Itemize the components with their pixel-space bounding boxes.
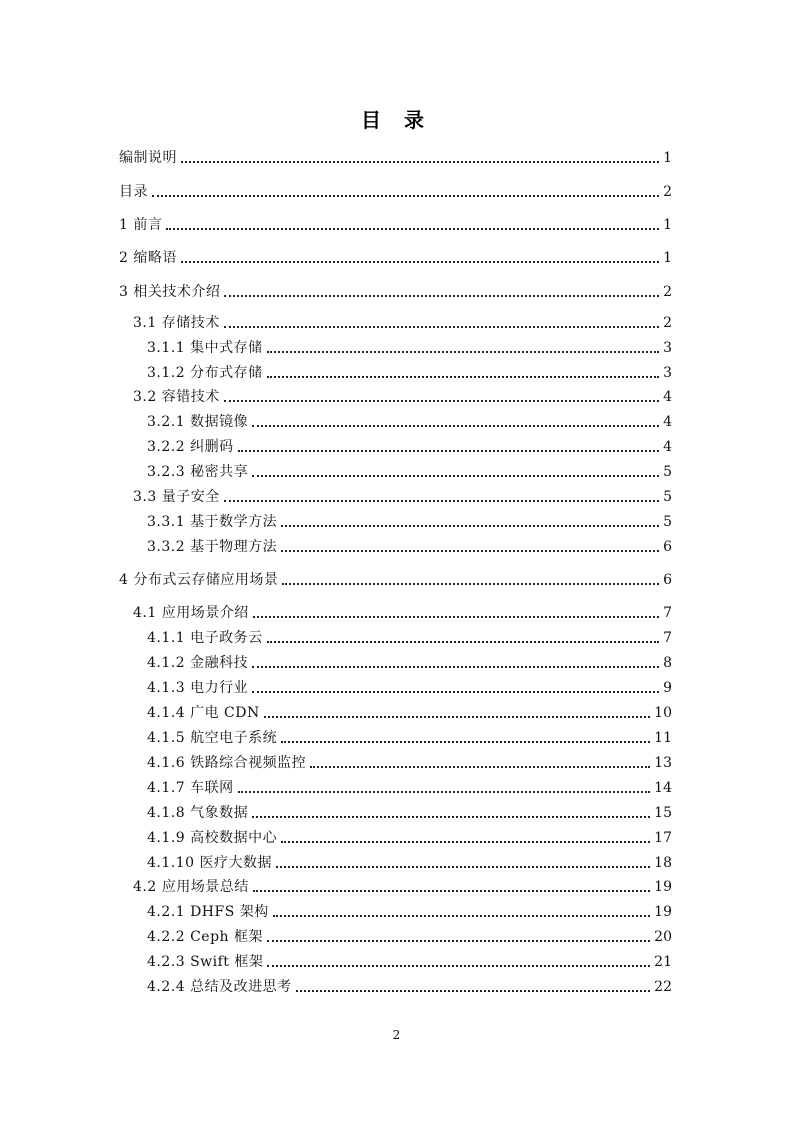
toc-entry[interactable] bbox=[147, 952, 672, 972]
toc-entry-label: 4.1.10 医疗大数据 bbox=[147, 855, 272, 871]
toc-entry-page: 10 bbox=[654, 705, 672, 721]
toc-entry[interactable] bbox=[133, 313, 672, 333]
toc-entry-page: 1 bbox=[663, 250, 672, 266]
toc-dot-leader bbox=[252, 666, 659, 668]
toc-entry-label: 3.3.2 基于物理方法 bbox=[147, 539, 278, 555]
toc-dot-leader bbox=[296, 990, 651, 992]
toc-entry-label: 1 前言 bbox=[119, 217, 163, 233]
toc-entry-page: 2 bbox=[663, 184, 672, 200]
toc-entry[interactable] bbox=[147, 902, 672, 922]
toc-entry-label: 4.1.7 车联网 bbox=[147, 780, 234, 796]
toc-entry-label: 3.3 量子安全 bbox=[133, 489, 220, 505]
toc-entry-label: 3.1 存储技术 bbox=[133, 315, 220, 331]
toc-entry[interactable] bbox=[133, 487, 672, 507]
toc-entry-page: 11 bbox=[654, 730, 672, 746]
toc-entry-page: 18 bbox=[654, 855, 672, 871]
toc-entry-label: 4.1.1 电子政务云 bbox=[147, 630, 263, 646]
toc-dot-leader bbox=[224, 295, 659, 297]
toc-entry[interactable] bbox=[147, 437, 672, 457]
toc-entry[interactable] bbox=[147, 363, 672, 383]
toc-dot-leader bbox=[281, 550, 659, 552]
toc-dot-leader bbox=[267, 940, 650, 942]
toc-entry-label: 4.1.3 电力行业 bbox=[147, 680, 249, 696]
toc-dot-leader bbox=[166, 228, 659, 230]
toc-entry-page: 13 bbox=[654, 755, 672, 771]
toc-entry[interactable] bbox=[133, 877, 672, 897]
toc-entry[interactable] bbox=[147, 728, 672, 748]
toc-entry-page: 22 bbox=[654, 979, 672, 995]
page-title: 目 录 bbox=[361, 108, 432, 132]
toc-entry[interactable] bbox=[147, 412, 672, 432]
toc-entry-label: 编制说明 bbox=[119, 150, 177, 166]
toc-dot-leader bbox=[181, 261, 659, 263]
toc-dot-leader bbox=[238, 791, 651, 793]
toc-entry-page: 4 bbox=[663, 389, 672, 405]
toc-entry-page: 5 bbox=[663, 489, 672, 505]
toc-entry[interactable] bbox=[147, 512, 672, 532]
toc-entry-label: 3.3.1 基于数学方法 bbox=[147, 514, 278, 530]
toc-entry[interactable] bbox=[147, 462, 672, 482]
toc-entry-page: 3 bbox=[663, 340, 672, 356]
toc-entry[interactable] bbox=[119, 282, 672, 302]
toc-entry[interactable] bbox=[119, 148, 672, 168]
toc-entry[interactable] bbox=[147, 778, 672, 798]
toc-dot-leader bbox=[152, 195, 659, 197]
toc-entry[interactable] bbox=[147, 628, 672, 648]
toc-dot-leader bbox=[264, 716, 650, 718]
toc-entry-page: 6 bbox=[663, 572, 672, 588]
toc-entry-page: 9 bbox=[663, 680, 672, 696]
toc-entry-page: 6 bbox=[663, 539, 672, 555]
toc-entry-label: 3.1.2 分布式存储 bbox=[147, 365, 263, 381]
toc-entry-label: 4.2.3 Swift 框架 bbox=[147, 954, 264, 970]
page-number: 2 bbox=[392, 1028, 401, 1042]
toc-entry[interactable] bbox=[147, 753, 672, 773]
toc-entry[interactable] bbox=[147, 703, 672, 723]
toc-entry-label: 3 相关技术介绍 bbox=[119, 284, 221, 300]
toc-entry-label: 4.2.4 总结及改进思考 bbox=[147, 979, 292, 995]
toc-entry-label: 4.1.9 高校数据中心 bbox=[147, 830, 278, 846]
toc-entry-label: 3.1.1 集中式存储 bbox=[147, 340, 263, 356]
toc-entry-label: 3.2.2 纠删码 bbox=[147, 439, 234, 455]
toc-dot-leader bbox=[282, 583, 659, 585]
toc-entry[interactable] bbox=[147, 927, 672, 947]
toc-entry-page: 3 bbox=[663, 365, 672, 381]
toc-entry-page: 5 bbox=[663, 514, 672, 530]
toc-dot-leader bbox=[252, 475, 659, 477]
toc-entry-page: 1 bbox=[663, 150, 672, 166]
toc-dot-leader bbox=[273, 915, 650, 917]
toc-entry[interactable] bbox=[133, 387, 672, 407]
toc-entry[interactable] bbox=[147, 653, 672, 673]
toc-entry-page: 7 bbox=[663, 605, 672, 621]
toc-dot-leader bbox=[181, 161, 659, 163]
toc-entry-page: 7 bbox=[663, 630, 672, 646]
toc-entry-page: 19 bbox=[654, 879, 672, 895]
toc-entry[interactable] bbox=[147, 853, 672, 873]
toc-entry[interactable] bbox=[147, 828, 672, 848]
toc-dot-leader bbox=[252, 691, 659, 693]
toc-dot-leader bbox=[276, 866, 650, 868]
toc-entry-label: 3.2 容错技术 bbox=[133, 389, 220, 405]
toc-entry[interactable] bbox=[119, 215, 672, 235]
toc-dot-leader bbox=[281, 841, 650, 843]
toc-entry[interactable] bbox=[147, 803, 672, 823]
toc-dot-leader bbox=[267, 376, 660, 378]
toc-entry-page: 19 bbox=[654, 904, 672, 920]
toc-entry-label: 4.1 应用场景介绍 bbox=[133, 605, 249, 621]
toc-dot-leader bbox=[253, 616, 659, 618]
toc-entry[interactable] bbox=[119, 248, 672, 268]
toc-entry-page: 4 bbox=[663, 439, 672, 455]
toc-entry-label: 4.1.2 金融科技 bbox=[147, 655, 249, 671]
toc-entry-page: 17 bbox=[654, 830, 672, 846]
toc-dot-leader bbox=[267, 965, 650, 967]
toc-entry[interactable] bbox=[133, 603, 672, 623]
toc-entry-page: 2 bbox=[663, 315, 672, 331]
toc-entry-page: 5 bbox=[663, 464, 672, 480]
toc-dot-leader bbox=[267, 641, 660, 643]
toc-entry[interactable] bbox=[119, 570, 672, 590]
toc-dot-leader bbox=[267, 351, 660, 353]
toc-entry[interactable] bbox=[147, 537, 672, 557]
toc-entry-label: 3.2.1 数据镜像 bbox=[147, 414, 249, 430]
toc-dot-leader bbox=[252, 816, 650, 818]
toc-entry-page: 20 bbox=[654, 929, 672, 945]
toc-entry-page: 15 bbox=[654, 805, 672, 821]
toc-entry-page: 14 bbox=[654, 780, 672, 796]
toc-entry-label: 4.1.5 航空电子系统 bbox=[147, 730, 278, 746]
toc-entry-label: 3.2.3 秘密共享 bbox=[147, 464, 249, 480]
toc-entry-label: 4.1.4 广电 CDN bbox=[147, 705, 260, 721]
toc-entry[interactable] bbox=[147, 678, 672, 698]
toc-entry-label: 2 缩略语 bbox=[119, 250, 177, 266]
toc-dot-leader bbox=[224, 326, 659, 328]
toc-dot-leader bbox=[310, 766, 650, 768]
toc-dot-leader bbox=[281, 741, 650, 743]
toc-entry-page: 1 bbox=[663, 217, 672, 233]
toc-entry-label: 目录 bbox=[119, 184, 148, 200]
toc-entry[interactable] bbox=[119, 182, 672, 202]
toc-entry-label: 4 分布式云存储应用场景 bbox=[119, 572, 279, 588]
toc-entry-page: 8 bbox=[663, 655, 672, 671]
toc-dot-leader bbox=[281, 525, 659, 527]
toc-entry-label: 4.1.6 铁路综合视频监控 bbox=[147, 755, 307, 771]
toc-entry[interactable] bbox=[147, 338, 672, 358]
toc-entry[interactable] bbox=[147, 977, 672, 997]
toc-entry-page: 4 bbox=[663, 414, 672, 430]
toc-entry-page: 2 bbox=[663, 284, 672, 300]
toc-entry-label: 4.2.2 Ceph 框架 bbox=[147, 929, 263, 945]
toc-entry-label: 4.1.8 气象数据 bbox=[147, 805, 249, 821]
toc-dot-leader bbox=[252, 425, 659, 427]
toc-dot-leader bbox=[224, 400, 659, 402]
toc-entry-label: 4.2 应用场景总结 bbox=[133, 879, 249, 895]
toc-entry-page: 21 bbox=[654, 954, 672, 970]
toc-dot-leader bbox=[224, 500, 659, 502]
toc-dot-leader bbox=[253, 890, 650, 892]
toc-dot-leader bbox=[238, 450, 660, 452]
toc-entry-label: 4.2.1 DHFS 架构 bbox=[147, 904, 269, 920]
